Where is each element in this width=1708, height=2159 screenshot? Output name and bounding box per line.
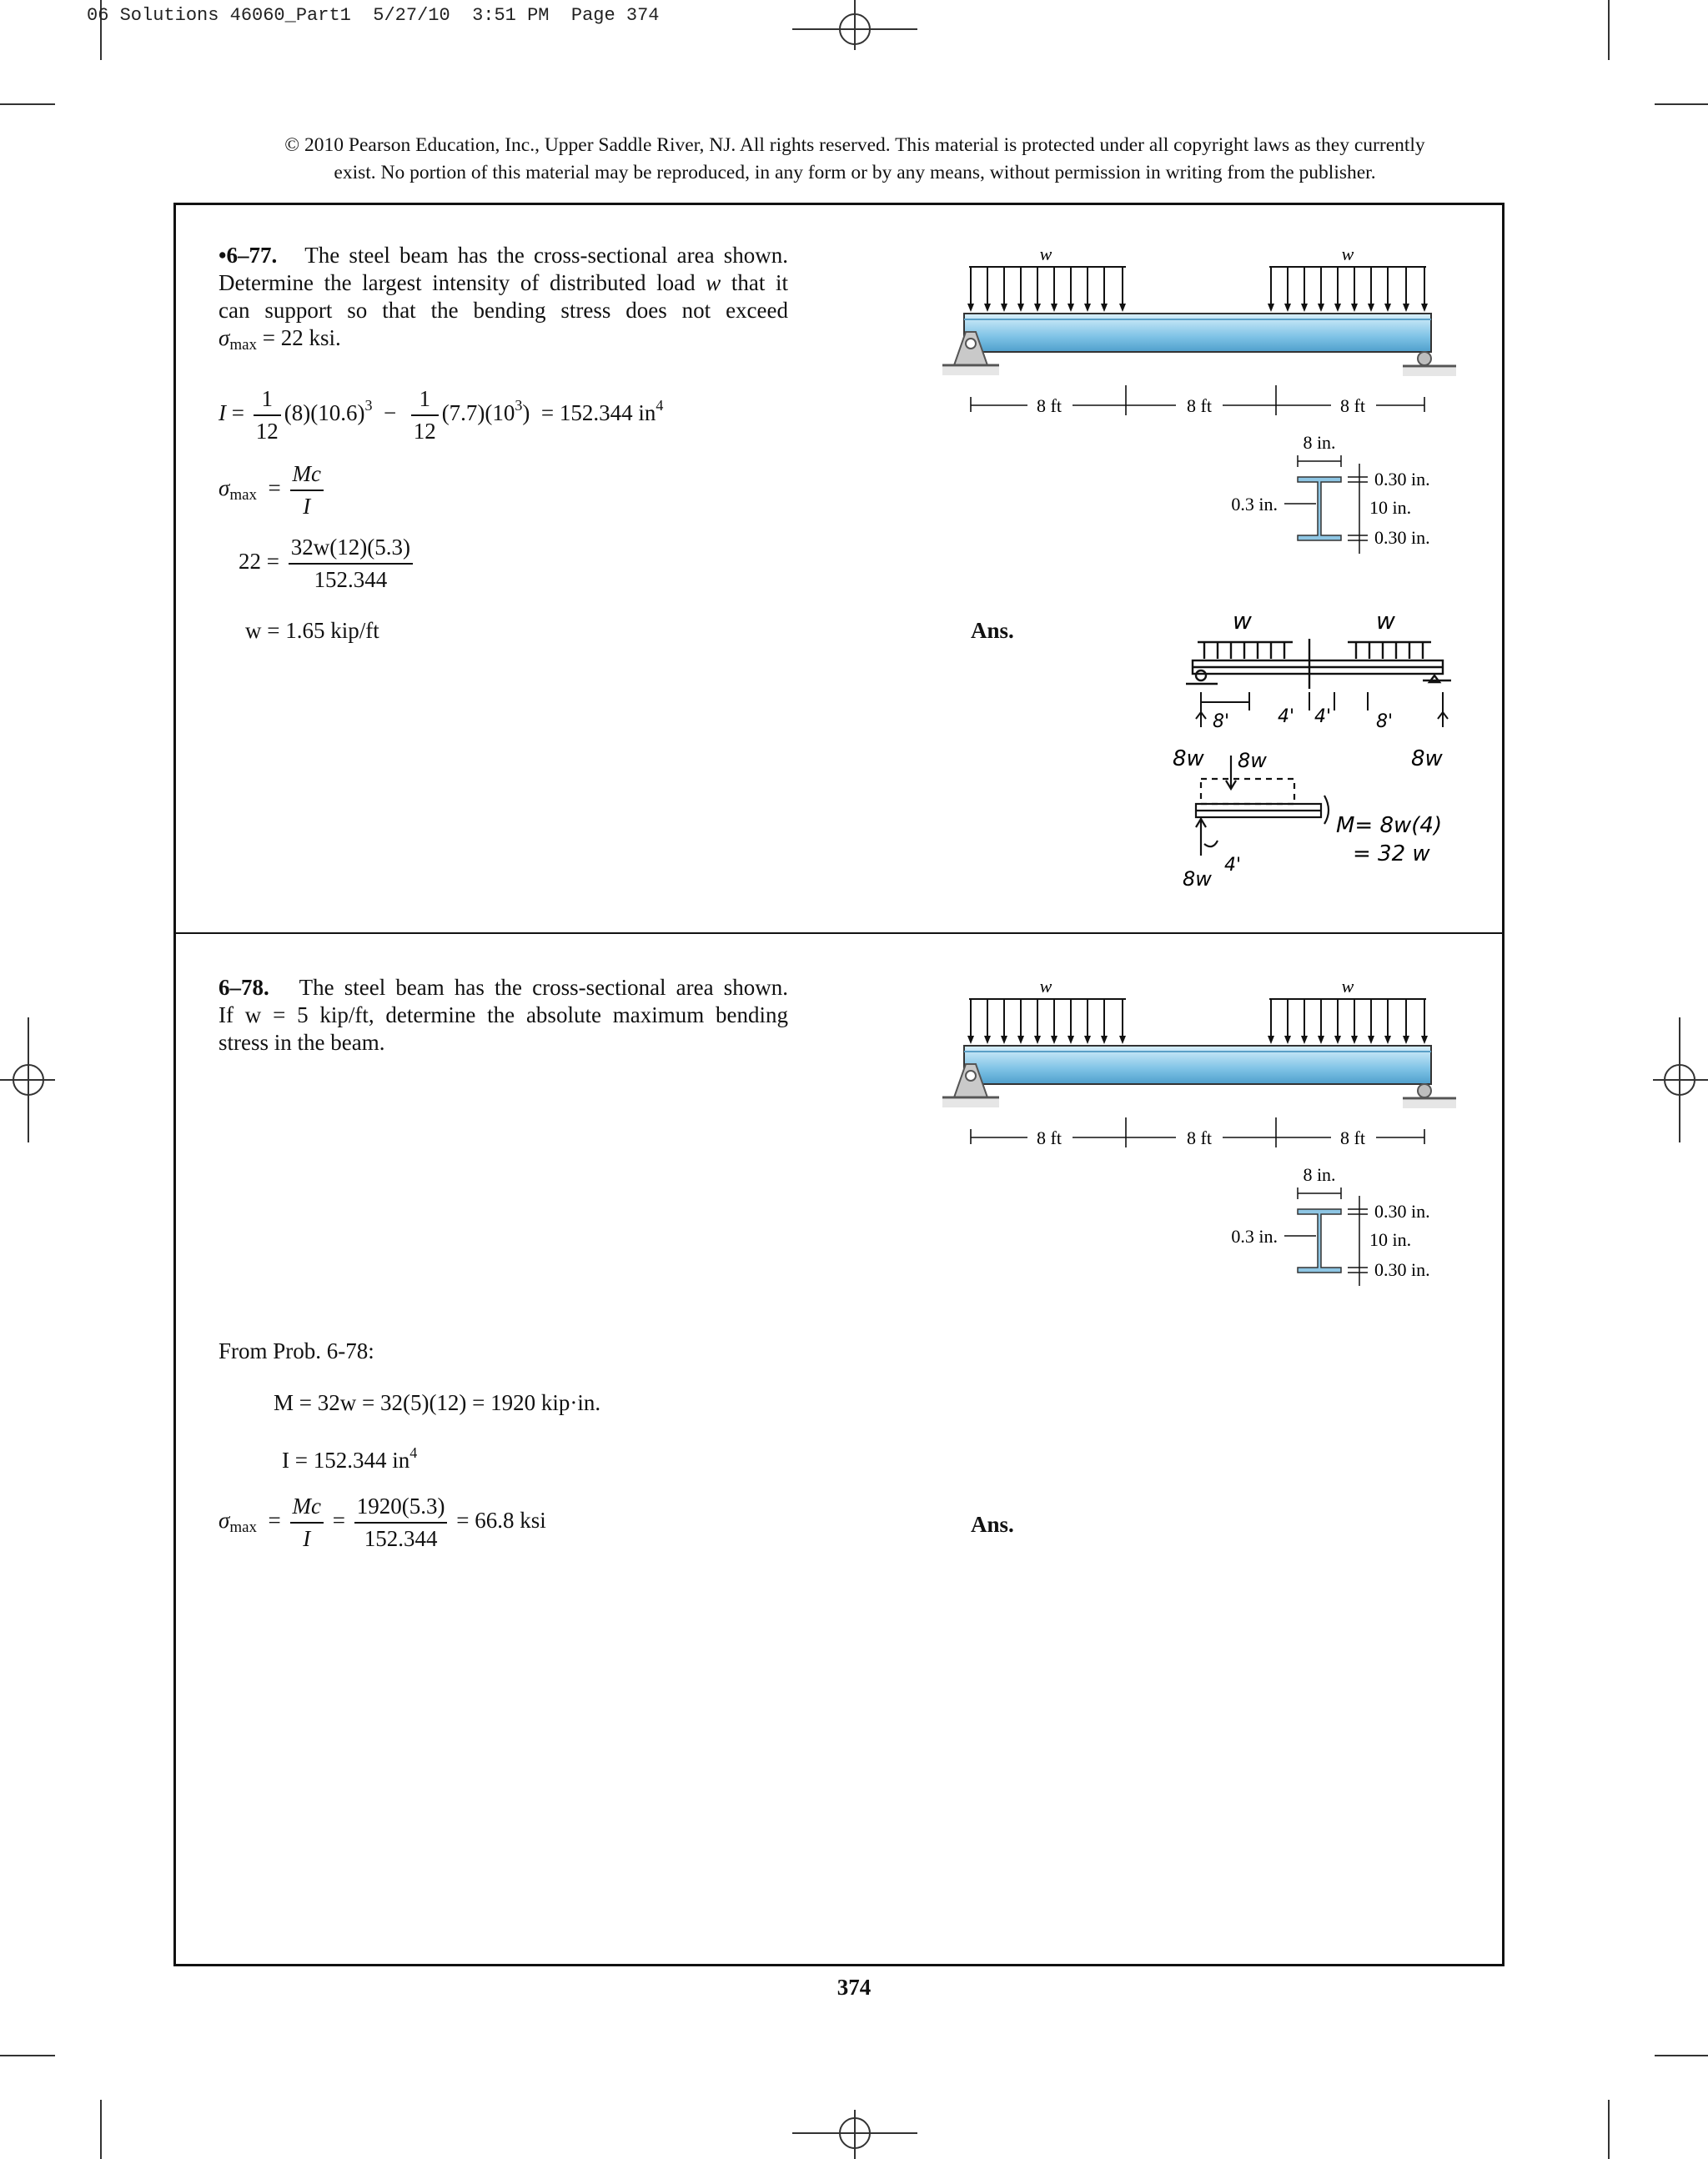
equation-inertia: I = $\frac{1}{12}$ $(8)(10.6)^3$ − $\frac{1}{12}$ $(7.7)(10^3) = 152.344$ $in^4$ (219, 386, 664, 444)
statement-line: Determine the largest intensity of distributed load (219, 270, 706, 295)
problem-divider (175, 932, 1503, 934)
eq-lhs: I (219, 400, 226, 426)
fraction: $\frac{Mc}{I}$ (290, 460, 324, 520)
fraction: $\frac{32w(12)(5.3)}{152.344}$ (289, 534, 413, 594)
load-left (967, 999, 1126, 1044)
span-label: 8 ft (1340, 395, 1365, 416)
depth-label: 10 in. (1369, 497, 1412, 518)
statement-var: w (706, 270, 721, 295)
sketch-beam (1186, 639, 1451, 689)
copyright-notice (150, 132, 1560, 187)
span-label: 8 ft (1037, 395, 1062, 416)
crop-mark (1608, 0, 1610, 60)
flange-bottom-label: 0.30 in. (1374, 1259, 1430, 1280)
statement-line: that it (721, 270, 789, 295)
answer-label: Ans. (971, 1512, 1014, 1537)
fraction: $\frac{1}{12}$ (411, 385, 439, 445)
statement-line: If w = 5 kip/ft, determine the absolute maximum bending (219, 1002, 788, 1027)
sketch-reaction-right: 8w (1411, 746, 1443, 771)
load-label: w (1039, 244, 1052, 264)
span-label: 8 ft (1187, 1127, 1212, 1148)
sketch-reaction-left: 8w (1173, 746, 1204, 771)
statement-line: = 22 ksi. (257, 325, 341, 350)
problem-677-statement (219, 242, 788, 359)
problem-number: 6–78. (219, 975, 269, 1000)
web-thickness-label: 0.3 in. (1231, 1226, 1278, 1247)
fraction: $\frac{1}{12}$ (254, 385, 281, 445)
equation-inertia-678: I = 152.344 $in^4$ (282, 1444, 418, 1473)
i-beam-section (1298, 477, 1341, 540)
flange-width-label: 8 in. (1303, 1164, 1336, 1185)
span-label: 8 ft (1187, 395, 1212, 416)
roller-support (1403, 352, 1456, 376)
copyright-line-2: exist. No portion of this material may be reproduced, in any form or by any means, without permission in writing from the publisher. (334, 162, 1376, 183)
sketch-dist-label: 4' (1224, 855, 1242, 876)
fraction: $\frac{1920(5.3)}{152.344}$ (354, 1493, 448, 1553)
registration-mark-left (0, 1017, 55, 1142)
handwritten-sketch (1168, 605, 1484, 906)
registration-mark-right (1653, 1017, 1708, 1142)
i-beam-section (1298, 1209, 1341, 1273)
sketch-dim: 4' (1278, 706, 1295, 727)
sketch-dim: 8' (1376, 711, 1394, 732)
flange-top-label: 0.30 in. (1374, 469, 1430, 490)
crop-mark (100, 2100, 102, 2159)
load-label: w (1341, 244, 1354, 264)
span-label: 8 ft (1340, 1127, 1365, 1148)
depth-label: 10 in. (1369, 1229, 1412, 1250)
crop-mark (1608, 2100, 1610, 2159)
crop-mark (1655, 103, 1708, 105)
crop-mark (0, 2055, 55, 2056)
equation-22: 22 = $\frac{32w(12)(5.3)}{152.344}$ (239, 534, 416, 594)
sketch-dim: 8' (1213, 711, 1230, 732)
equation-sigma-max: $\sigma_{max}$ = $\frac{Mc}{I}$ (219, 460, 327, 520)
print-slug: 06 Solutions 46060_Part1 5/27/10 3:51 PM Page 374 (87, 5, 660, 26)
equation-moment: M = 32w = 32(5)(12) = 1920 kip·in. (274, 1390, 601, 1415)
page-number: 374 (836, 1975, 872, 2000)
fraction: $\frac{Mc}{I}$ (290, 1493, 324, 1553)
problem-678-statement (219, 974, 788, 1057)
answer-label: Ans. (971, 618, 1014, 643)
sigma-symbol: σ (219, 325, 230, 350)
statement-line: can support so that the bending stress does not exceed (219, 298, 788, 323)
statement-line: The steel beam has the cross-sectional area shown. (304, 243, 789, 268)
sketch-moment-line-1: M= 8w(4) (1336, 813, 1443, 838)
equation-sigma-678: $\sigma_{max}$ = $\frac{Mc}{I}$ = $\frac{1920(5.3)}{152.344}$ = 66.8 ksi (219, 1494, 546, 1551)
load-label: w (1039, 976, 1052, 997)
sketch-shear-label: 8w (1238, 749, 1267, 772)
flange-top-label: 0.30 in. (1374, 1201, 1430, 1222)
load-label: w (1341, 976, 1354, 997)
statement-line: The steel beam has the cross-sectional area shown. (299, 975, 788, 1000)
equation-w-result: w = 1.65 kip/ft (245, 618, 379, 643)
sketch-w-right: w (1376, 607, 1395, 635)
flange-width-label: 8 in. (1303, 432, 1336, 453)
sketch-w-left: w (1233, 607, 1252, 635)
span-label: 8 ft (1037, 1127, 1062, 1148)
flange-bottom-label: 0.30 in. (1374, 527, 1430, 548)
registration-mark-bottom (792, 2110, 917, 2159)
load-right (1268, 999, 1428, 1044)
load-right (1268, 267, 1428, 312)
load-left (967, 267, 1126, 312)
beam-figure-677 (934, 238, 1476, 564)
from-prob-label: From Prob. 6-78: (219, 1338, 374, 1363)
problem-number: •6–77. (219, 243, 278, 268)
copyright-line-1: © 2010 Pearson Education, Inc., Upper Saddle River, NJ. All rights reserved. This material is protected under all copyright laws as they currently (284, 134, 1425, 156)
sketch-moment-line-2: = 32 w (1353, 841, 1430, 866)
statement-line: stress in the beam. (219, 1030, 385, 1055)
sketch-dim: 4' (1314, 706, 1332, 727)
sigma-sub: max (229, 336, 258, 354)
crop-mark (1655, 2055, 1708, 2056)
beam-figure-678 (934, 971, 1476, 1296)
roller-support (1403, 1084, 1456, 1108)
sketch-reaction-bottom: 8w (1183, 867, 1212, 891)
crop-mark (0, 103, 55, 105)
web-thickness-label: 0.3 in. (1231, 494, 1278, 515)
registration-mark-top (792, 0, 917, 52)
